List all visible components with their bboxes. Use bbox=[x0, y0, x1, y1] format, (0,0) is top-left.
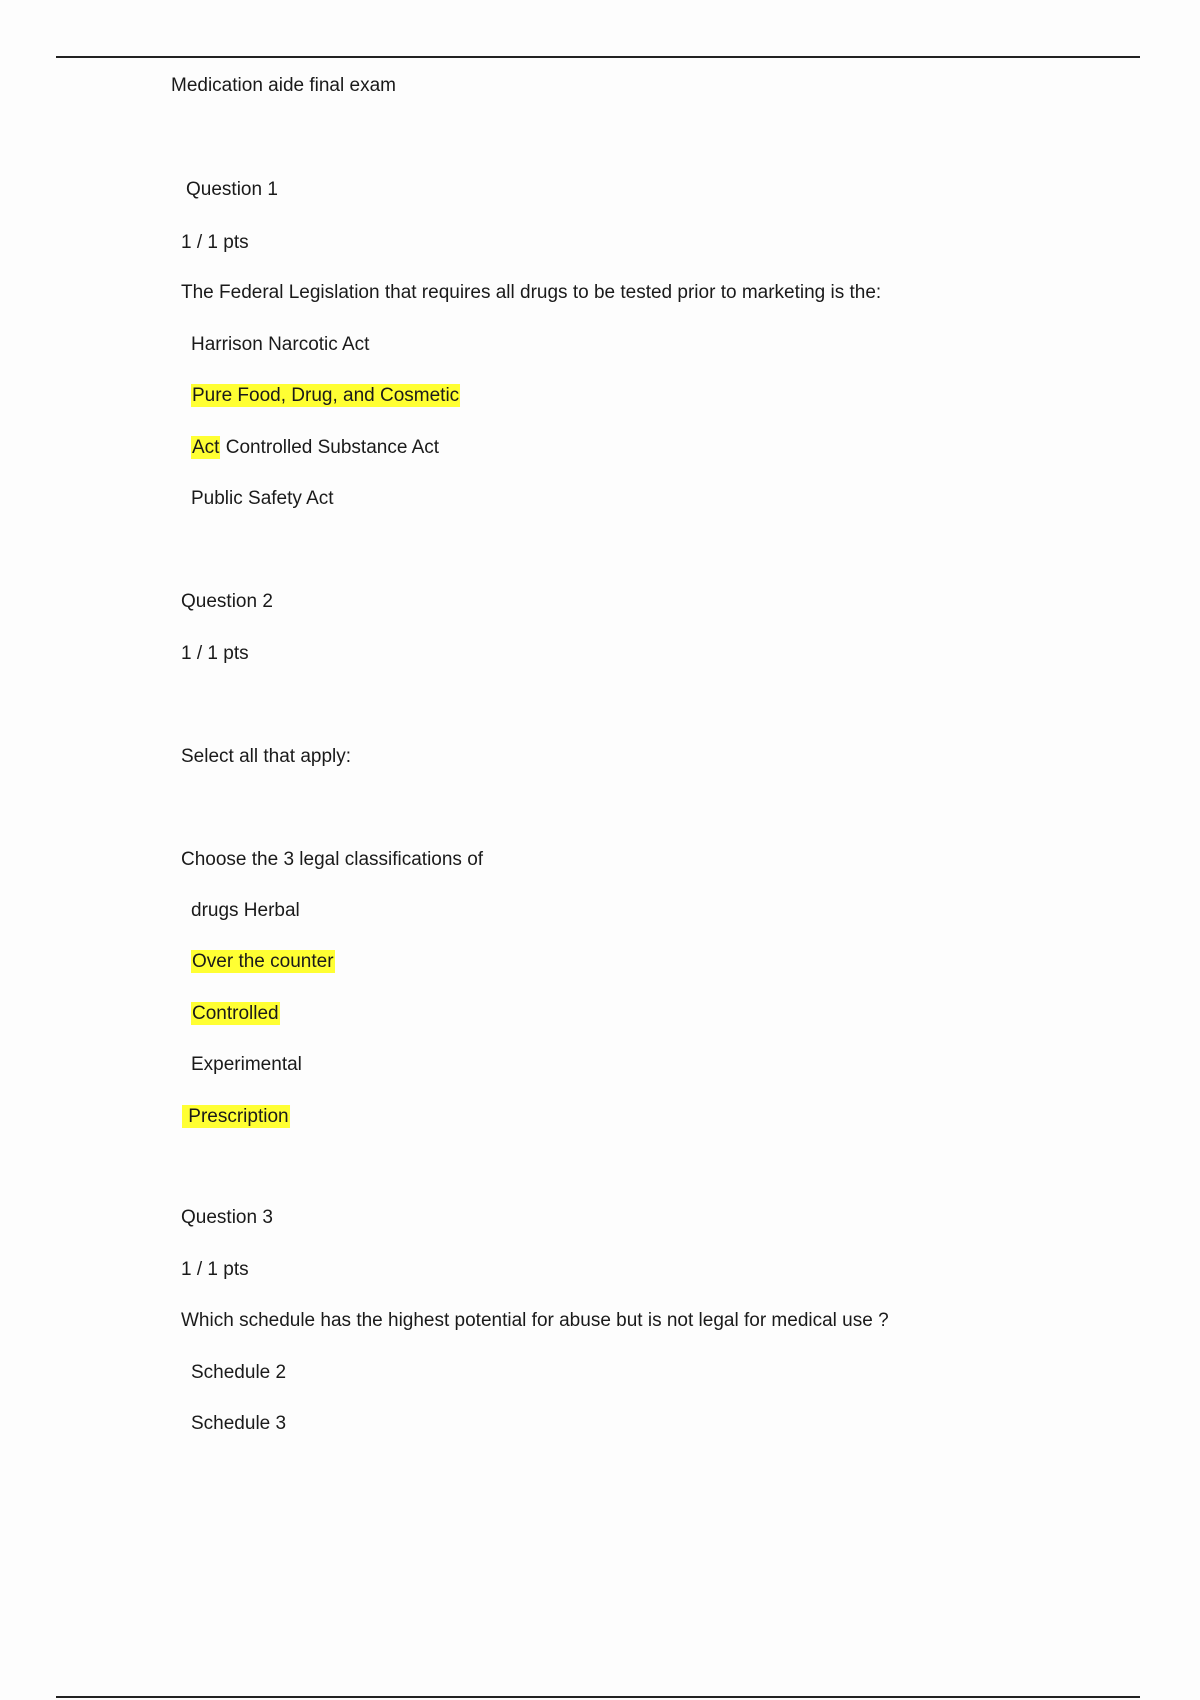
option-text: Controlled Substance Act bbox=[220, 437, 440, 458]
option-text: Schedule 2 bbox=[191, 1362, 287, 1383]
question-2-option-correct bbox=[191, 1002, 280, 1026]
option-text: Public Safety Act bbox=[191, 488, 334, 509]
footer-rule bbox=[56, 1696, 1140, 1698]
question-2-label: Question 2 bbox=[181, 591, 273, 612]
question-1-label: Question 1 bbox=[186, 179, 278, 200]
question-2-option-correct bbox=[182, 1105, 290, 1129]
question-3-option bbox=[191, 1361, 286, 1385]
header-rule bbox=[56, 56, 1140, 58]
highlighted-answer: Prescription bbox=[183, 1106, 289, 1127]
highlighted-answer: Over the counter bbox=[192, 951, 334, 972]
question-2-points: 1 / 1 pts bbox=[181, 643, 249, 664]
option-text: drugs Herbal bbox=[191, 900, 300, 921]
question-2-stem: Choose the 3 legal classifications of bbox=[181, 849, 484, 870]
highlighted-answer: Act bbox=[192, 437, 220, 458]
question-1-points: 1 / 1 pts bbox=[181, 232, 249, 253]
option-text: Harrison Narcotic Act bbox=[191, 334, 370, 355]
question-3-option bbox=[191, 1412, 286, 1436]
highlighted-answer: Pure Food, Drug, and Cosmetic bbox=[192, 385, 460, 406]
question-1-option bbox=[191, 487, 334, 511]
question-3-label: Question 3 bbox=[181, 1207, 273, 1228]
option-text: Experimental bbox=[191, 1054, 302, 1075]
question-1-stem: The Federal Legislation that requires all drugs to be tested prior to marketing is the: bbox=[181, 282, 882, 303]
question-2-option bbox=[191, 899, 300, 923]
question-2-instruction: Select all that apply: bbox=[181, 746, 352, 767]
question-2-option bbox=[191, 1053, 302, 1077]
question-1-option bbox=[191, 436, 439, 460]
question-3-points: 1 / 1 pts bbox=[181, 1259, 249, 1280]
question-3-stem: Which schedule has the highest potential for abuse but is not legal for medical use ? bbox=[181, 1310, 889, 1331]
document-title: Medication aide final exam bbox=[171, 75, 396, 96]
question-2-option-correct bbox=[191, 950, 335, 974]
highlighted-answer: Controlled bbox=[192, 1003, 279, 1024]
option-text: Schedule 3 bbox=[191, 1413, 287, 1434]
question-1-option-correct bbox=[191, 384, 460, 408]
question-1-option bbox=[191, 333, 369, 357]
